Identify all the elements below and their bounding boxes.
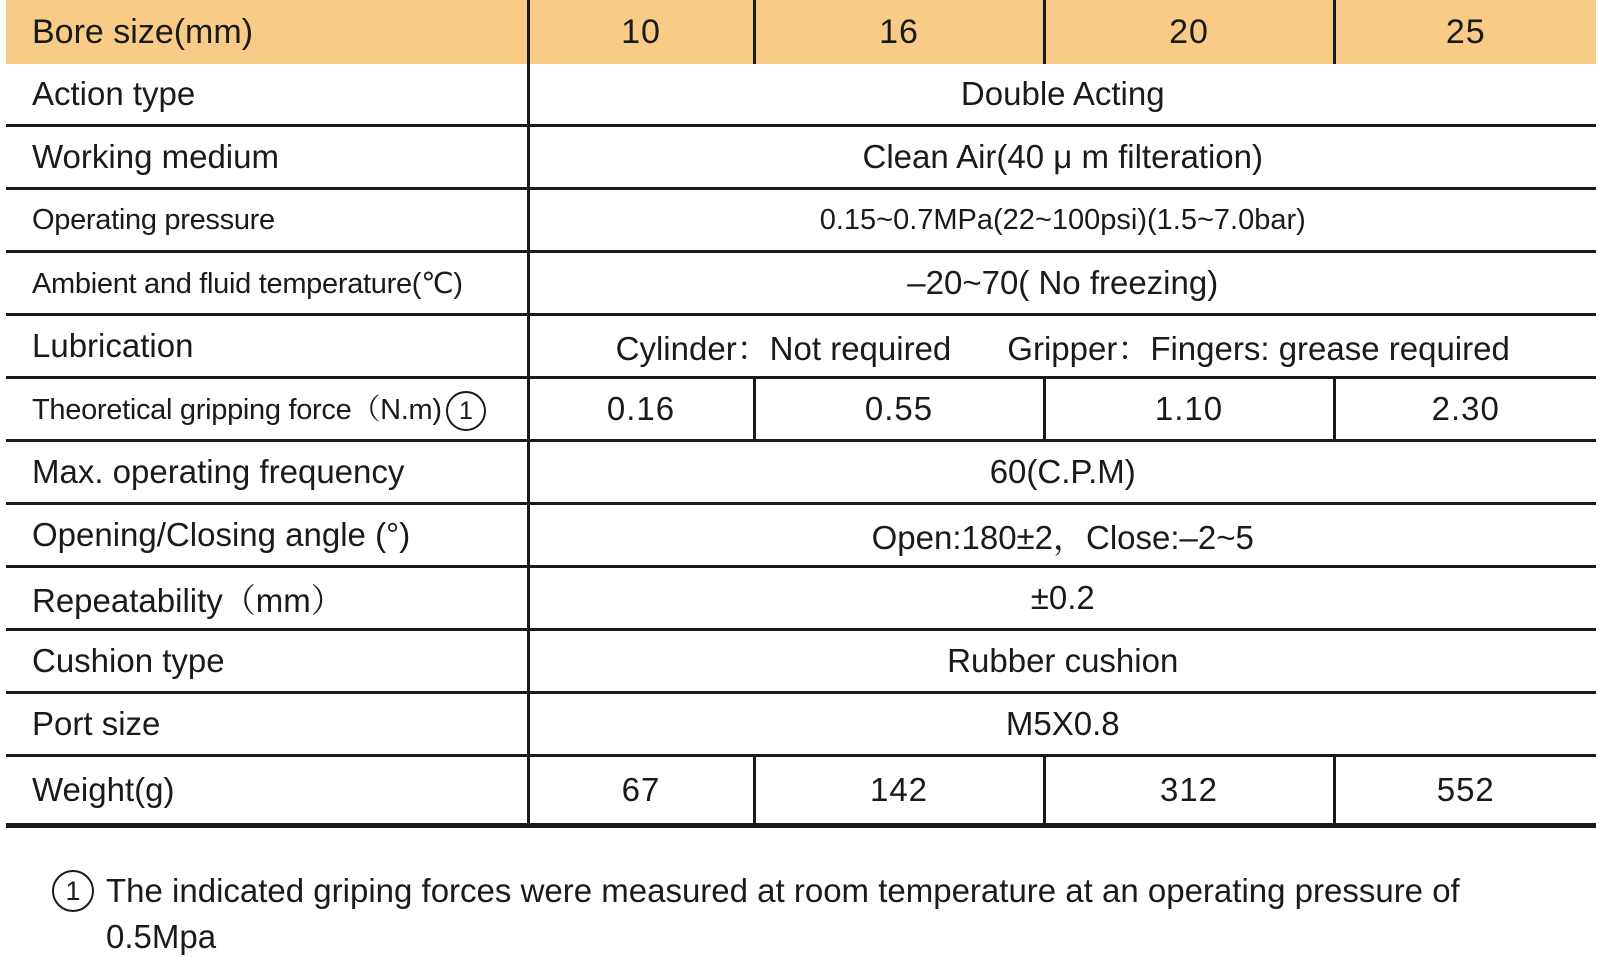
lubrication-cylinder: Cylinder：Not required <box>615 329 952 367</box>
row-value: ±0.2 <box>528 567 1596 630</box>
row-value: Double Acting <box>528 64 1596 126</box>
bore-size-label: Bore size(mm) <box>6 0 528 64</box>
table-row-lubrication <box>6 315 1596 378</box>
table-row-gripping-force <box>6 378 1596 441</box>
row-label: Operating pressure <box>6 189 528 252</box>
footnote-marker-icon: 1 <box>446 391 486 431</box>
table-row-operating-pressure <box>6 189 1596 252</box>
specification-table <box>6 0 1596 828</box>
table-row-angle <box>6 504 1596 567</box>
table-row-action-type <box>6 64 1596 126</box>
row-label: Working medium <box>6 126 528 189</box>
row-value <box>528 315 1596 378</box>
row-value: 60(C.P.M) <box>528 441 1596 504</box>
gripping-force-10: 0.16 <box>528 378 754 441</box>
weight-16: 142 <box>754 756 1044 826</box>
weight-25: 552 <box>1334 756 1596 826</box>
row-value: Open:180±2，Close:–2~5 <box>528 504 1596 567</box>
bore-size-20: 20 <box>1044 0 1334 64</box>
row-label: Action type <box>6 64 528 126</box>
bore-size-16: 16 <box>754 0 1044 64</box>
gripping-force-label: Theoretical gripping force（N.m) <box>32 393 442 426</box>
row-label: Max. operating frequency <box>6 441 528 504</box>
row-value: Rubber cushion <box>528 630 1596 693</box>
weight-10: 67 <box>528 756 754 826</box>
footnote-text: The indicated griping forces were measured at room temperature at an operating pressure of 0.5Mpa <box>106 872 1460 955</box>
footnote-marker-icon: 1 <box>52 870 94 912</box>
gripping-force-25: 2.30 <box>1334 378 1596 441</box>
table-row-working-medium <box>6 126 1596 189</box>
weight-20: 312 <box>1044 756 1334 826</box>
header-row <box>6 0 1596 64</box>
row-value: Clean Air(40 μ m filteration) <box>528 126 1596 189</box>
row-value: 0.15~0.7MPa(22~100psi)(1.5~7.0bar) <box>528 189 1596 252</box>
spec-table-wrapper <box>6 0 1596 828</box>
row-label: Opening/Closing angle (°) <box>6 504 528 567</box>
table-row-repeatability <box>6 567 1596 630</box>
gripping-force-20: 1.10 <box>1044 378 1334 441</box>
row-label: Lubrication <box>6 315 528 378</box>
bore-size-25: 25 <box>1334 0 1596 64</box>
table-row-weight <box>6 756 1596 826</box>
table-row-cushion-type <box>6 630 1596 693</box>
row-label: Port size <box>6 693 528 756</box>
gripping-force-16: 0.55 <box>754 378 1044 441</box>
table-row-temperature <box>6 252 1596 315</box>
row-label: Ambient and fluid temperature(℃) <box>6 252 528 315</box>
row-label: Weight(g) <box>6 756 528 826</box>
footnote <box>52 868 1552 960</box>
row-label: Repeatability（mm） <box>6 567 528 630</box>
table-row-max-frequency <box>6 441 1596 504</box>
row-label: Cushion type <box>6 630 528 693</box>
bore-size-10: 10 <box>528 0 754 64</box>
lubrication-gripper: Gripper：Fingers: grease required <box>1007 329 1510 367</box>
row-value: M5X0.8 <box>528 693 1596 756</box>
row-label <box>6 378 528 441</box>
table-row-port-size <box>6 693 1596 756</box>
row-value: –20~70( No freezing) <box>528 252 1596 315</box>
